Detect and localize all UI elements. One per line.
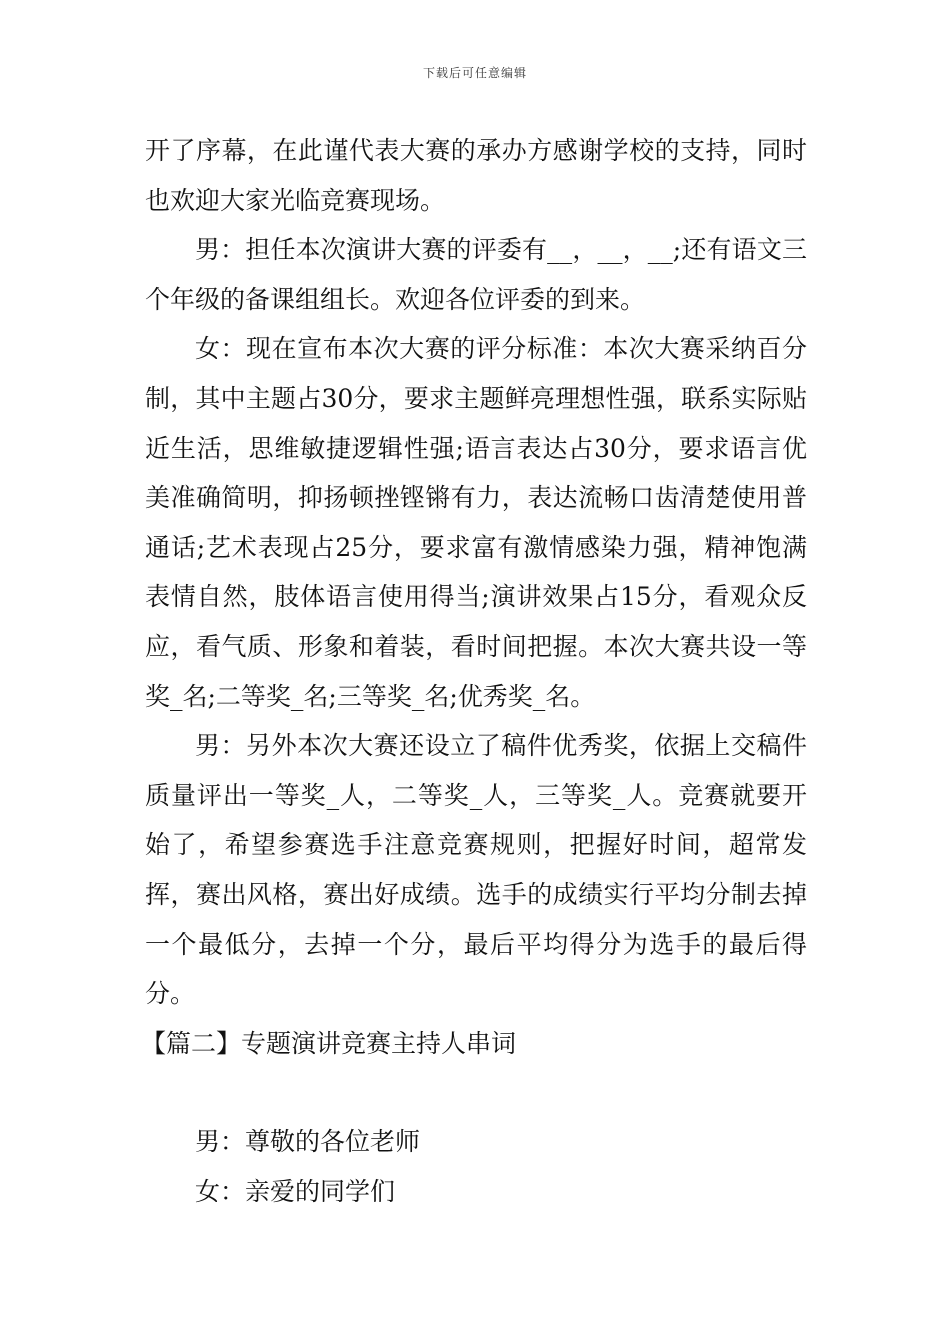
paragraph-manuscript-award: 男：另外本次大赛还设立了稿件优秀奖，依据上交稿件质量评出一等奖_人，二等奖_人，三等奖_人。竞赛就要开始了，希望参赛选手注意竞赛规则，把握好时间，超常发挥，赛出风格，赛出好成绩。选手的成绩实行平均分制去掉一个最低分，去掉一个分，最后平均得分为选手的最后得分。 [145, 731, 807, 1009]
section-heading: 【篇二】专题演讲竞赛主持人串词 [141, 1028, 517, 1058]
speech-line-female: 女：亲爱的同学们 [195, 1176, 396, 1206]
document-body [141, 126, 807, 1216]
paragraph-opening-continuation: 开了序幕，在此谨代表大赛的承办方感谢学校的支持，同时也欢迎大家光临竞赛现场。 [145, 136, 807, 215]
speech-line-male: 男：尊敬的各位老师 [195, 1127, 421, 1157]
blank-line [145, 1068, 807, 1117]
paragraph-scoring-criteria: 女：现在宣布本次大赛的评分标准：本次大赛采纳百分制，其中主题占30分，要求主题鲜亮理想性强，联系实际贴近生活，思维敏捷逻辑性强;语言表达占30分，要求语言优美准确简明，抑扬顿挫铿锵有力，表达流畅口齿清楚使用普通话;艺术表现占25分，要求富有激情感染力强，精神饱满表情自然，肢体语言使用得当;演讲效果占15分，看观众反应，看气质、形象和着装，看时间把握。本次大赛共设一等奖_名;二等奖_名;三等奖_名;优秀奖_名。 [145, 334, 807, 711]
page-header-note: 下载后可任意编辑 [422, 66, 527, 80]
paragraph-judges: 男：担任本次演讲大赛的评委有__，__，__;还有语文三个年级的备课组组长。欢迎各位评委的到来。 [145, 235, 807, 314]
